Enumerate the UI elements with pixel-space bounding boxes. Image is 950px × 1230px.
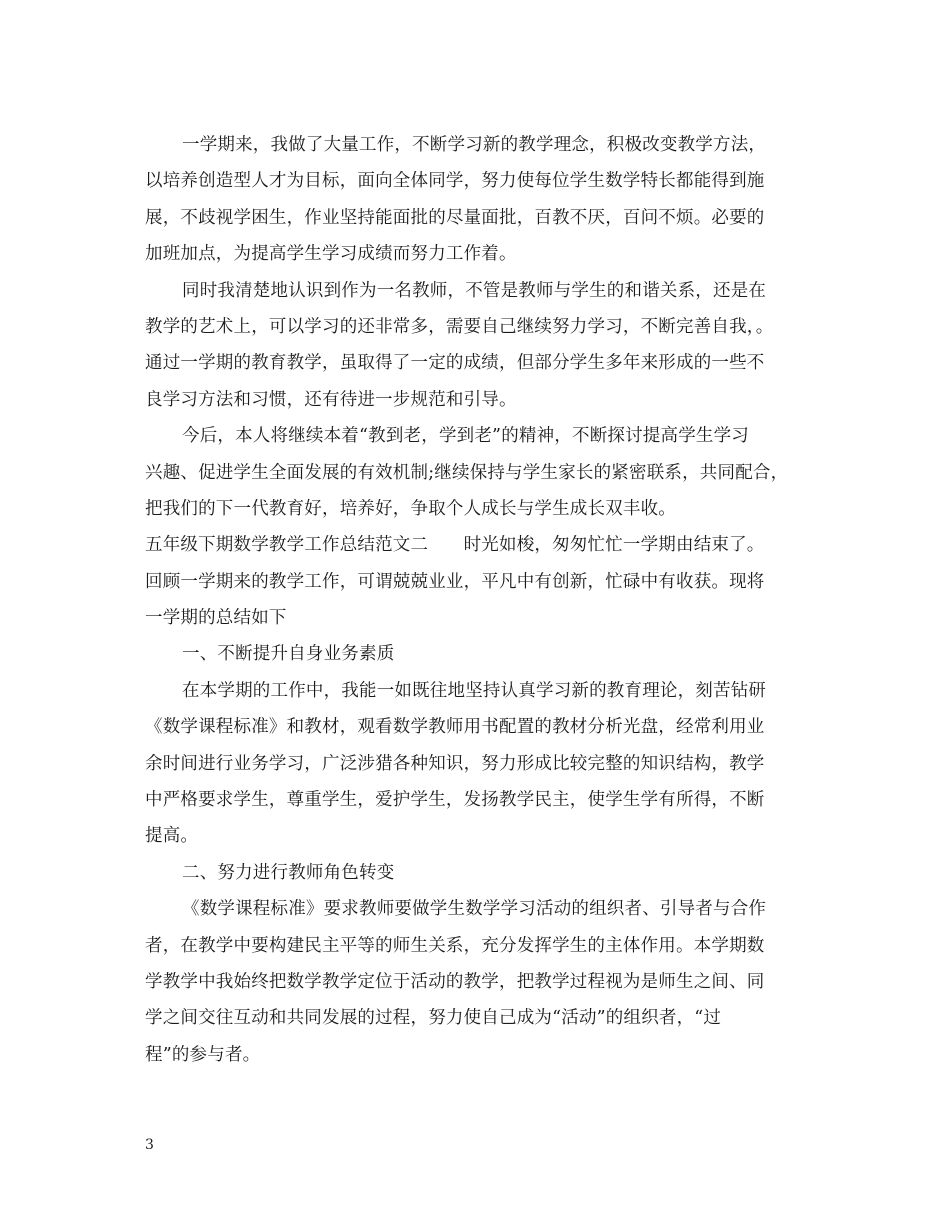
text-line: 在本学期的工作中，我能一如既往地坚持认真学习新的教育理论，刻苦钻研	[182, 680, 767, 701]
text-line: 以培养创造型人才为目标，面向全体同学，努力使每位学生数学特长都能得到施	[145, 171, 765, 192]
text-line: 二、努力进行教师角色转变	[182, 862, 395, 883]
text-line: 学之间交往互动和共同发展的过程，努力使自己成为“活动”的组织者，“过	[145, 1008, 722, 1029]
text-line: 提高。	[145, 826, 199, 847]
text-line: 中严格要求学生，尊重学生，爱护学生，发扬教学民主，使学生学有所得，不断	[145, 790, 765, 811]
text-line: 同时我清楚地认识到作为一名教师，不管是教师与学生的和谐关系，还是在	[182, 280, 767, 301]
text-line: 程”的参与者。	[145, 1044, 261, 1065]
text-line: 今后，本人将继续本着“教到老，学到老”的精神，不断探讨提高学生学习	[182, 426, 749, 447]
text-line: 兴趣、促进学生全面发展的有效机制;继续保持与学生家长的紧密联系，共同配合，	[145, 462, 789, 483]
text-line: 《数学课程标准》和教材，观看数学教师用书配置的教材分析光盘，经常利用业	[145, 717, 765, 738]
text-line: 加班加点，为提高学生学习成绩而努力工作着。	[145, 244, 517, 265]
text-line: 回顾一学期来的教学工作，可谓兢兢业业，平凡中有创新，忙碌中有收获。现将	[145, 571, 765, 592]
text-line: 良学习方法和习惯，还有待进一步规范和引导。	[145, 389, 517, 410]
text-line: 把我们的下一代教育好，培养好，争取个人成长与学生成长双丰收。	[145, 498, 676, 519]
text-line: 余时间进行业务学习，广泛涉猎各种知识，努力形成比较完整的知识结构，教学	[145, 753, 765, 774]
text-line: 教学的艺术上，可以学习的还非常多，需要自己继续努力学习，不断完善自我，。	[145, 316, 774, 337]
text-line: 五年级下期数学教学工作总结范文二 时光如梭，匆匆忙忙一学期由结束了。	[145, 535, 765, 556]
text-line: 展，不歧视学困生，作业坚持能面批的尽量面批，百教不厌，百问不烦。必要的	[145, 207, 765, 228]
text-line: 通过一学期的教育教学，虽取得了一定的成绩，但部分学生多年来形成的一些不	[145, 353, 765, 374]
text-line: 《数学课程标准》要求教师要做学生数学学习活动的组织者、引导者与合作	[182, 899, 767, 920]
text-line: 者，在教学中要构建民主平等的师生关系，充分发挥学生的主体作用。本学期数	[145, 935, 765, 956]
text-line: 一学期来，我做了大量工作，不断学习新的教学理念，积极改变教学方法，	[182, 135, 767, 155]
text-line: 一学期的总结如下	[145, 608, 287, 629]
page-number: 3	[145, 1137, 154, 1153]
text-line: 学教学中我始终把数学教学定位于活动的教学，把教学过程视为是师生之间、同	[145, 971, 765, 992]
document-body	[145, 127, 815, 1073]
text-line: 一、不断提升自身业务素质	[182, 644, 395, 665]
